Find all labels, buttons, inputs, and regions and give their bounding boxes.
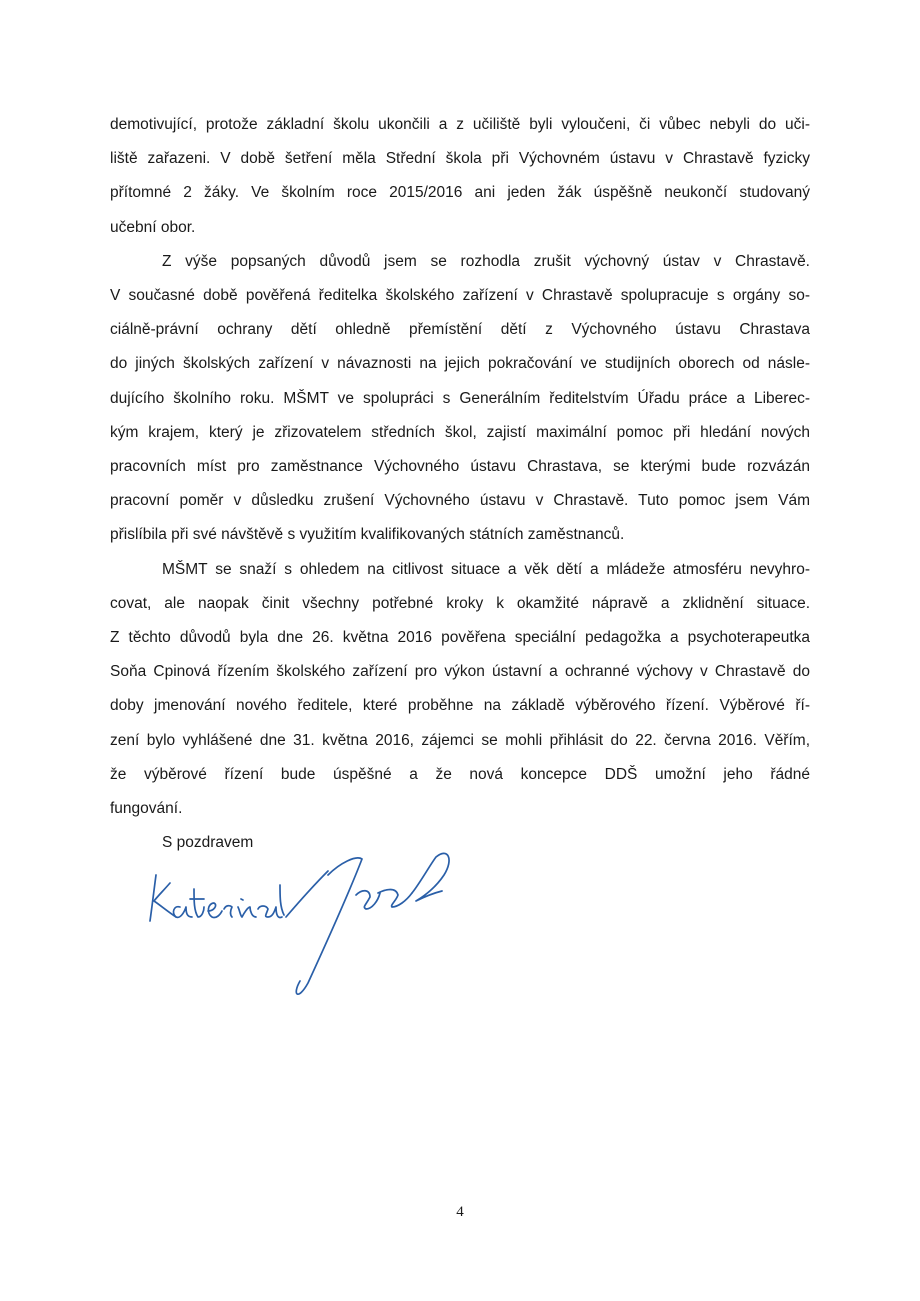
text-line: přítomné 2 žáky. Ve školním roce 2015/2016 ani jeden žák úspěšně neukončí studovaný: [110, 184, 810, 202]
text-line: V současné době pověřená ředitelka školského zařízení v Chrastavě spolupracuje s orgány so-: [110, 287, 810, 305]
text-line: dujícího školního roku. MŠMT ve spolupráci s Generálním ředitelstvím Úřadu práce a Liberec-: [110, 389, 810, 407]
text-line: Z těchto důvodů byla dne 26. května 2016 pověřena speciální pedagožka a psychoterapeutka: [110, 629, 810, 647]
signature-strokes: [150, 853, 449, 994]
text-line: demotivující, protože základní školu ukončili a z učiliště byli vyloučeni, či vůbec nebyli do uči-: [110, 116, 810, 133]
handwritten-signature: [130, 845, 490, 1005]
closing-salutation: S pozdravem: [162, 834, 254, 852]
text-line: učební obor.: [110, 218, 196, 236]
text-line: MŠMT se snaží s ohledem na citlivost situace a věk dětí a mládeže atmosféru nevyhro-: [162, 560, 810, 578]
text-line: Z výše popsaných důvodů jsem se rozhodla zrušit výchovný ústav v Chrastavě.: [162, 252, 810, 270]
text-line: zení bylo vyhlášené dne 31. května 2016, zájemci se mohli přihlásit do 22. června 2016. Věřím,: [110, 731, 810, 749]
paragraph-1: [110, 108, 810, 245]
letter-body: [110, 108, 810, 860]
text-line: kým krajem, který je zřizovatelem středních škol, zajistí maximální pomoc při hledání nových: [110, 423, 810, 441]
text-line: přislíbila při své návštěvě s využitím kvalifikovaných státních zaměstnanců.: [110, 526, 625, 544]
text-line: fungování.: [110, 800, 183, 818]
text-line: ciálně-právní ochrany dětí ohledně přemístění dětí z Výchovného ústavu Chrastava: [110, 321, 810, 339]
page-number: 4: [456, 1204, 464, 1220]
paragraph-3: [110, 553, 810, 827]
text-line: do jiných školských zařízení v návaznosti na jejich pokračování ve studijních oborech od násle-: [110, 355, 810, 373]
text-line: pracovní poměr v důsledku zrušení Výchovného ústavu v Chrastavě. Tuto pomoc jsem Vám: [110, 492, 810, 510]
text-line: covat, ale naopak činit všechny potřebné kroky k okamžité nápravě a zklidnění situace.: [110, 594, 810, 612]
text-line: liště zařazeni. V době šetření měla Střední škola při Výchovném ústavu v Chrastavě fyzicky: [110, 150, 810, 168]
paragraph-2: [110, 245, 810, 553]
text-line: doby jmenování nového ředitele, které proběhne na základě výběrového řízení. Výběrové ří-: [110, 697, 810, 715]
text-line: že výběrové řízení bude úspěšné a že nová koncepce DDŠ umožní jeho řádné: [110, 765, 810, 783]
text-line: Soňa Cpinová řízením školského zařízení pro výkon ústavní a ochranné výchovy v Chrastavě do: [110, 663, 810, 681]
text-line: pracovních míst pro zaměstnance Výchovného ústavu Chrastava, se kterými bude rozvázán: [110, 458, 810, 476]
